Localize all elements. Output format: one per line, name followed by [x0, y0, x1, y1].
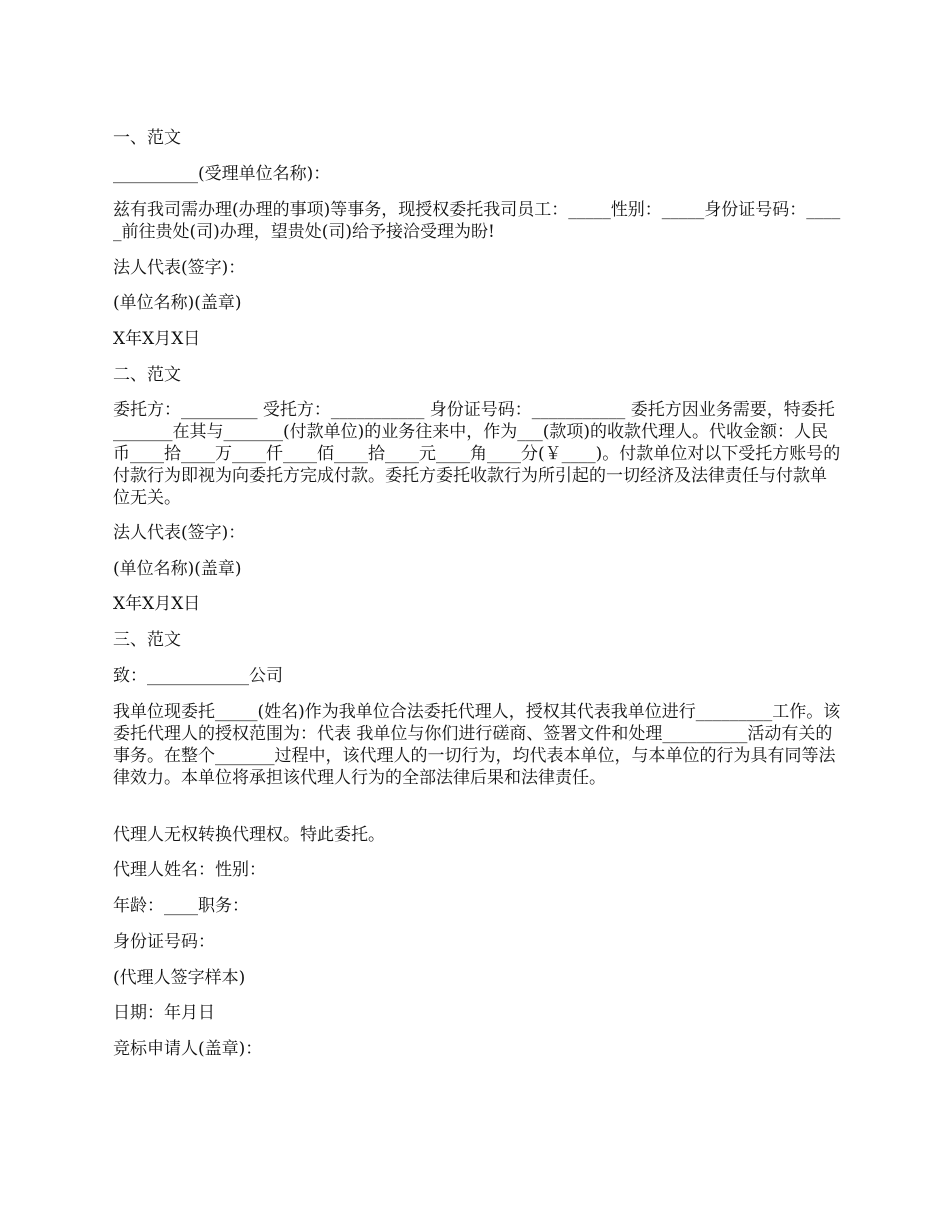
section3-bidder: 竞标申请人(盖章)： [113, 1039, 263, 1059]
section2-body: 委托方：_________ 受托方：___________ 身份证号码：___________ 委托方因业务需要，特委托_______在其与_______(付款单位)的业务往来中，作为___(款项)的收款代理人。代收金额：人民币____拾____万____仟____佰____拾____元____角____分(￥____)。付款单位对以下受托方账号的付款行为即视为向委托方完成付款。委托方委托收款行为所引起的一切经济及法律责任与付款单位无关。 [113, 400, 841, 508]
section1-date: X年X月X日 [113, 329, 201, 349]
section1-heading: 一、范文 [113, 128, 181, 148]
section3-date: 日期：年月日 [113, 1003, 215, 1023]
section3-no-transfer: 代理人无权转换代理权。特此委托。 [113, 825, 385, 845]
section1-body: 兹有我司需办理(办理的事项)等事务，现授权委托我司员工：_____性别：_____身份证号码：_____前往贵处(司)办理，望贵处(司)给予接洽受理为盼! [113, 200, 841, 242]
section2-unit: (单位名称)(盖章) [113, 559, 242, 579]
section1-legal-rep: 法人代表(签字)： [113, 258, 246, 278]
section3-agent-name: 代理人姓名：性别： [113, 860, 266, 880]
section3-body: 我单位现委托_____(姓名)作为我单位合法委托代理人，授权其代表我单位进行_________工作。该委托代理人的授权范围为：代表 我单位与你们进行磋商、签署文件和处理__________活动有关的事务。在整个_______过程中，该代理人的一切行为，均代表本单位，与本单位的行为具有同等法律效力。本单位将承担该代理人行为的全部法律后果和法律责任。 [113, 702, 841, 788]
section3-id-number: 身份证号码： [113, 932, 215, 952]
section3-signature-sample: (代理人签字样本) [113, 968, 246, 988]
section3-heading: 三、范文 [113, 630, 181, 650]
section3-age-position: 年龄：____职务： [113, 896, 249, 916]
section2-date: X年X月X日 [113, 594, 201, 614]
section1-addressee: __________(受理单位名称)： [113, 164, 331, 184]
section2-legal-rep: 法人代表(签字)： [113, 523, 246, 543]
section2-heading: 二、范文 [113, 365, 181, 385]
section3-to: 致：____________公司 [113, 666, 283, 686]
section1-unit: (单位名称)(盖章) [113, 293, 242, 313]
